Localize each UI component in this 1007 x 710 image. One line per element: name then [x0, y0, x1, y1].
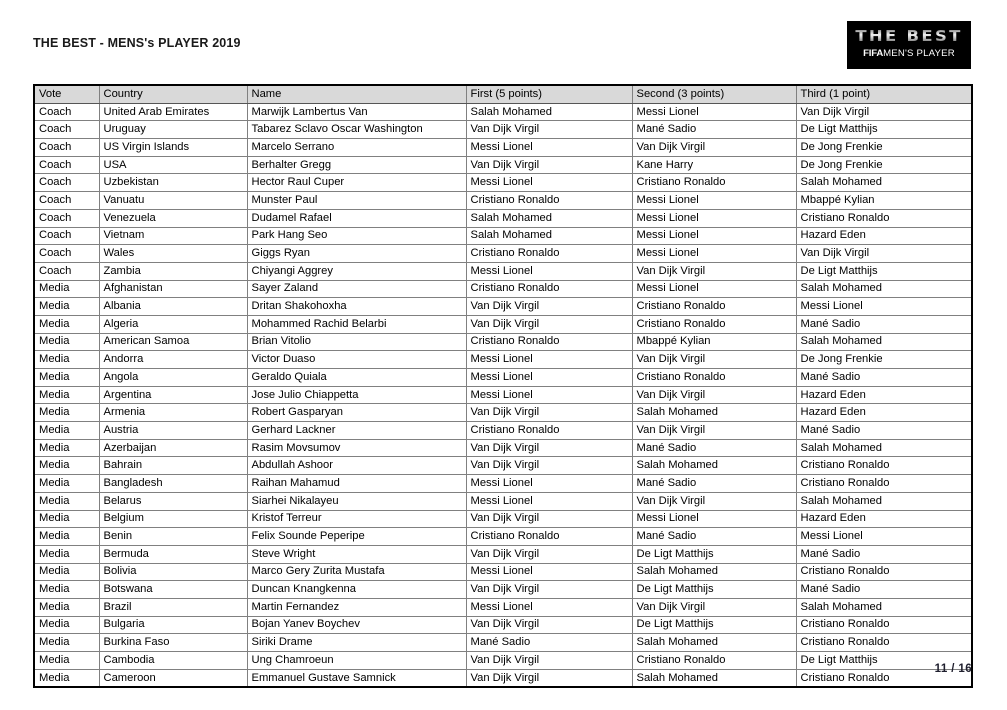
table-row	[34, 280, 972, 298]
cell-name: Emmanuel Gustave Samnick	[247, 669, 466, 687]
cell-name: Rasim Movsumov	[247, 439, 466, 457]
table-row	[34, 457, 972, 475]
column-header-name: Name	[247, 85, 466, 103]
cell-vote: Media	[34, 492, 99, 510]
cell-country: Bangladesh	[99, 475, 247, 493]
cell-third-choice: De Jong Frenkie	[796, 139, 972, 157]
table-row	[34, 581, 972, 599]
page-title: THE BEST - MENS's PLAYER 2019	[33, 36, 241, 50]
cell-third-choice: De Jong Frenkie	[796, 156, 972, 174]
cell-second-choice: De Ligt Matthijs	[632, 545, 796, 563]
cell-name: Abdullah Ashoor	[247, 457, 466, 475]
cell-name: Siriki Drame	[247, 634, 466, 652]
cell-third-choice: Cristiano Ronaldo	[796, 475, 972, 493]
cell-third-choice: Cristiano Ronaldo	[796, 669, 972, 687]
table-row	[34, 528, 972, 546]
cell-first-choice: Van Dijk Virgil	[466, 156, 632, 174]
cell-name: Jose Julio Chiappetta	[247, 386, 466, 404]
cell-second-choice: Van Dijk Virgil	[632, 139, 796, 157]
cell-first-choice: Messi Lionel	[466, 492, 632, 510]
cell-country: Bahrain	[99, 457, 247, 475]
cell-second-choice: Mané Sadio	[632, 528, 796, 546]
cell-vote: Media	[34, 457, 99, 475]
logo-mens-player-text: MEN'S PLAYER	[883, 48, 955, 59]
table-row	[34, 192, 972, 210]
cell-first-choice: Van Dijk Virgil	[466, 121, 632, 139]
cell-first-choice: Salah Mohamed	[466, 103, 632, 121]
cell-name: Robert Gasparyan	[247, 404, 466, 422]
cell-name: Martin Fernandez	[247, 598, 466, 616]
cell-second-choice: Van Dijk Virgil	[632, 422, 796, 440]
logo-subtitle	[847, 48, 971, 60]
cell-first-choice: Van Dijk Virgil	[466, 581, 632, 599]
cell-second-choice: Van Dijk Virgil	[632, 598, 796, 616]
cell-vote: Media	[34, 315, 99, 333]
cell-name: Berhalter Gregg	[247, 156, 466, 174]
cell-first-choice: Salah Mohamed	[466, 209, 632, 227]
cell-vote: Media	[34, 616, 99, 634]
cell-name: Sayer Zaland	[247, 280, 466, 298]
table-row	[34, 545, 972, 563]
table-row	[34, 386, 972, 404]
cell-third-choice: Mané Sadio	[796, 422, 972, 440]
table-row	[34, 298, 972, 316]
page-number: 11 / 16	[934, 663, 972, 675]
table-header-row	[34, 85, 972, 103]
cell-first-choice: Van Dijk Virgil	[466, 315, 632, 333]
cell-country: US Virgin Islands	[99, 139, 247, 157]
table-row	[34, 439, 972, 457]
table-row	[34, 245, 972, 263]
table-row	[34, 227, 972, 245]
cell-second-choice: Cristiano Ronaldo	[632, 174, 796, 192]
table-row	[34, 563, 972, 581]
cell-vote: Media	[34, 439, 99, 457]
cell-vote: Coach	[34, 262, 99, 280]
cell-vote: Media	[34, 528, 99, 546]
cell-name: Chiyangi Aggrey	[247, 262, 466, 280]
cell-third-choice: Messi Lionel	[796, 528, 972, 546]
cell-third-choice: Salah Mohamed	[796, 174, 972, 192]
cell-vote: Media	[34, 652, 99, 670]
cell-vote: Media	[34, 422, 99, 440]
cell-third-choice: Hazard Eden	[796, 227, 972, 245]
cell-name: Marcelo Serrano	[247, 139, 466, 157]
cell-first-choice: Van Dijk Virgil	[466, 669, 632, 687]
cell-third-choice: Salah Mohamed	[796, 492, 972, 510]
cell-second-choice: Van Dijk Virgil	[632, 351, 796, 369]
table-row	[34, 422, 972, 440]
column-header-vote: Vote	[34, 85, 99, 103]
cell-second-choice: Messi Lionel	[632, 192, 796, 210]
cell-first-choice: Messi Lionel	[466, 598, 632, 616]
cell-vote: Coach	[34, 156, 99, 174]
cell-third-choice: Van Dijk Virgil	[796, 245, 972, 263]
cell-third-choice: Mbappé Kylian	[796, 192, 972, 210]
cell-name: Duncan Knangkenna	[247, 581, 466, 599]
cell-vote: Media	[34, 369, 99, 387]
cell-vote: Media	[34, 581, 99, 599]
cell-first-choice: Cristiano Ronaldo	[466, 192, 632, 210]
cell-country: Venezuela	[99, 209, 247, 227]
cell-name: Brian Vitolio	[247, 333, 466, 351]
vote-table	[33, 84, 973, 688]
table-row	[34, 156, 972, 174]
cell-name: Dritan Shakohoxha	[247, 298, 466, 316]
cell-country: Albania	[99, 298, 247, 316]
cell-vote: Coach	[34, 192, 99, 210]
cell-vote: Media	[34, 510, 99, 528]
cell-first-choice: Messi Lionel	[466, 174, 632, 192]
cell-third-choice: De Ligt Matthijs	[796, 262, 972, 280]
cell-vote: Coach	[34, 139, 99, 157]
cell-name: Marco Gery Zurita Mustafa	[247, 563, 466, 581]
cell-third-choice: Cristiano Ronaldo	[796, 616, 972, 634]
cell-second-choice: Salah Mohamed	[632, 634, 796, 652]
cell-first-choice: Van Dijk Virgil	[466, 616, 632, 634]
table-row	[34, 404, 972, 422]
cell-second-choice: Cristiano Ronaldo	[632, 652, 796, 670]
cell-name: Munster Paul	[247, 192, 466, 210]
cell-vote: Media	[34, 545, 99, 563]
cell-name: Felix Sounde Peperipe	[247, 528, 466, 546]
cell-vote: Coach	[34, 121, 99, 139]
table-row	[34, 598, 972, 616]
cell-first-choice: Cristiano Ronaldo	[466, 528, 632, 546]
cell-country: Bolivia	[99, 563, 247, 581]
cell-second-choice: Messi Lionel	[632, 103, 796, 121]
cell-first-choice: Van Dijk Virgil	[466, 545, 632, 563]
cell-third-choice: Cristiano Ronaldo	[796, 457, 972, 475]
cell-first-choice: Van Dijk Virgil	[466, 404, 632, 422]
cell-name: Park Hang Seo	[247, 227, 466, 245]
cell-name: Victor Duaso	[247, 351, 466, 369]
page-header	[0, 0, 1007, 84]
cell-country: Vanuatu	[99, 192, 247, 210]
cell-second-choice: Cristiano Ronaldo	[632, 369, 796, 387]
cell-vote: Media	[34, 563, 99, 581]
cell-vote: Media	[34, 634, 99, 652]
cell-country: Cambodia	[99, 652, 247, 670]
table-row	[34, 103, 972, 121]
column-header-second: Second (3 points)	[632, 85, 796, 103]
cell-vote: Media	[34, 351, 99, 369]
cell-first-choice: Messi Lionel	[466, 369, 632, 387]
cell-country: Andorra	[99, 351, 247, 369]
cell-country: Wales	[99, 245, 247, 263]
cell-third-choice: Cristiano Ronaldo	[796, 563, 972, 581]
cell-country: Brazil	[99, 598, 247, 616]
cell-first-choice: Messi Lionel	[466, 475, 632, 493]
cell-third-choice: Hazard Eden	[796, 386, 972, 404]
cell-second-choice: Salah Mohamed	[632, 404, 796, 422]
cell-third-choice: Mané Sadio	[796, 581, 972, 599]
cell-country: Botswana	[99, 581, 247, 599]
vote-table-container	[33, 84, 971, 688]
cell-vote: Media	[34, 386, 99, 404]
cell-vote: Coach	[34, 103, 99, 121]
cell-name: Tabarez Sclavo Oscar Washington	[247, 121, 466, 139]
cell-first-choice: Mané Sadio	[466, 634, 632, 652]
cell-name: Dudamel Rafael	[247, 209, 466, 227]
table-row	[34, 634, 972, 652]
table-row	[34, 333, 972, 351]
cell-second-choice: Cristiano Ronaldo	[632, 298, 796, 316]
cell-name: Steve Wright	[247, 545, 466, 563]
cell-first-choice: Van Dijk Virgil	[466, 652, 632, 670]
cell-third-choice: De Ligt Matthijs	[796, 121, 972, 139]
column-header-country: Country	[99, 85, 247, 103]
cell-name: Siarhei Nikalayeu	[247, 492, 466, 510]
cell-country: Algeria	[99, 315, 247, 333]
table-row	[34, 209, 972, 227]
cell-vote: Media	[34, 598, 99, 616]
cell-first-choice: Cristiano Ronaldo	[466, 280, 632, 298]
cell-country: Belgium	[99, 510, 247, 528]
cell-second-choice: Messi Lionel	[632, 245, 796, 263]
cell-first-choice: Cristiano Ronaldo	[466, 245, 632, 263]
cell-second-choice: Salah Mohamed	[632, 457, 796, 475]
cell-country: Belarus	[99, 492, 247, 510]
cell-third-choice: Hazard Eden	[796, 510, 972, 528]
cell-second-choice: Cristiano Ronaldo	[632, 315, 796, 333]
cell-country: Bermuda	[99, 545, 247, 563]
table-body	[34, 103, 972, 687]
logo-fifa-text: FIFA	[863, 48, 884, 59]
cell-first-choice: Cristiano Ronaldo	[466, 422, 632, 440]
table-row	[34, 174, 972, 192]
table-row	[34, 616, 972, 634]
cell-first-choice: Messi Lionel	[466, 386, 632, 404]
cell-second-choice: Messi Lionel	[632, 510, 796, 528]
cell-country: Uruguay	[99, 121, 247, 139]
cell-country: Uzbekistan	[99, 174, 247, 192]
cell-vote: Coach	[34, 209, 99, 227]
cell-second-choice: Mané Sadio	[632, 475, 796, 493]
cell-name: Geraldo Quiala	[247, 369, 466, 387]
table-header	[34, 85, 972, 103]
column-header-first: First (5 points)	[466, 85, 632, 103]
cell-second-choice: De Ligt Matthijs	[632, 581, 796, 599]
cell-country: Afghanistan	[99, 280, 247, 298]
table-row	[34, 139, 972, 157]
cell-vote: Coach	[34, 245, 99, 263]
cell-third-choice: Salah Mohamed	[796, 333, 972, 351]
cell-third-choice: Hazard Eden	[796, 404, 972, 422]
cell-second-choice: Van Dijk Virgil	[632, 492, 796, 510]
cell-second-choice: De Ligt Matthijs	[632, 616, 796, 634]
cell-name: Hector Raul Cuper	[247, 174, 466, 192]
cell-first-choice: Van Dijk Virgil	[466, 298, 632, 316]
cell-country: Austria	[99, 422, 247, 440]
cell-name: Bojan Yanev Boychev	[247, 616, 466, 634]
cell-third-choice: Salah Mohamed	[796, 439, 972, 457]
cell-second-choice: Messi Lionel	[632, 227, 796, 245]
cell-vote: Media	[34, 298, 99, 316]
cell-first-choice: Messi Lionel	[466, 563, 632, 581]
cell-third-choice: Mané Sadio	[796, 545, 972, 563]
table-row	[34, 510, 972, 528]
cell-country: Cameroon	[99, 669, 247, 687]
cell-third-choice: Salah Mohamed	[796, 598, 972, 616]
column-header-third: Third (1 point)	[796, 85, 972, 103]
cell-vote: Media	[34, 404, 99, 422]
table-row	[34, 351, 972, 369]
cell-first-choice: Messi Lionel	[466, 139, 632, 157]
table-row	[34, 262, 972, 280]
cell-first-choice: Van Dijk Virgil	[466, 457, 632, 475]
cell-country: USA	[99, 156, 247, 174]
cell-second-choice: Van Dijk Virgil	[632, 262, 796, 280]
table-row	[34, 475, 972, 493]
cell-vote: Media	[34, 669, 99, 687]
cell-second-choice: Van Dijk Virgil	[632, 386, 796, 404]
cell-third-choice: De Jong Frenkie	[796, 351, 972, 369]
cell-country: Argentina	[99, 386, 247, 404]
cell-second-choice: Messi Lionel	[632, 280, 796, 298]
cell-third-choice: Mané Sadio	[796, 315, 972, 333]
table-row	[34, 121, 972, 139]
cell-vote: Media	[34, 333, 99, 351]
table-row	[34, 315, 972, 333]
cell-name: Giggs Ryan	[247, 245, 466, 263]
cell-first-choice: Van Dijk Virgil	[466, 439, 632, 457]
cell-name: Gerhard Lackner	[247, 422, 466, 440]
cell-vote: Coach	[34, 174, 99, 192]
table-row	[34, 492, 972, 510]
cell-vote: Coach	[34, 227, 99, 245]
cell-name: Kristof Terreur	[247, 510, 466, 528]
cell-second-choice: Mané Sadio	[632, 439, 796, 457]
cell-first-choice: Messi Lionel	[466, 351, 632, 369]
fifa-the-best-logo	[847, 21, 971, 69]
cell-name: Raihan Mahamud	[247, 475, 466, 493]
cell-third-choice: Cristiano Ronaldo	[796, 634, 972, 652]
cell-first-choice: Cristiano Ronaldo	[466, 333, 632, 351]
cell-vote: Media	[34, 280, 99, 298]
cell-country: Burkina Faso	[99, 634, 247, 652]
cell-country: Azerbaijan	[99, 439, 247, 457]
cell-country: Benin	[99, 528, 247, 546]
cell-third-choice: De Ligt Matthijs	[796, 652, 972, 670]
cell-name: Marwijk Lambertus Van	[247, 103, 466, 121]
cell-country: United Arab Emirates	[99, 103, 247, 121]
cell-first-choice: Salah Mohamed	[466, 227, 632, 245]
cell-name: Mohammed Rachid Belarbi	[247, 315, 466, 333]
logo-wordmark: THE BEST	[847, 28, 971, 44]
cell-country: American Samoa	[99, 333, 247, 351]
table-row	[34, 369, 972, 387]
cell-third-choice: Van Dijk Virgil	[796, 103, 972, 121]
cell-second-choice: Salah Mohamed	[632, 669, 796, 687]
cell-first-choice: Van Dijk Virgil	[466, 510, 632, 528]
cell-country: Zambia	[99, 262, 247, 280]
cell-second-choice: Messi Lionel	[632, 209, 796, 227]
cell-vote: Media	[34, 475, 99, 493]
cell-country: Vietnam	[99, 227, 247, 245]
cell-third-choice: Messi Lionel	[796, 298, 972, 316]
cell-country: Armenia	[99, 404, 247, 422]
cell-country: Bulgaria	[99, 616, 247, 634]
cell-third-choice: Cristiano Ronaldo	[796, 209, 972, 227]
cell-third-choice: Salah Mohamed	[796, 280, 972, 298]
cell-country: Angola	[99, 369, 247, 387]
cell-second-choice: Mbappé Kylian	[632, 333, 796, 351]
page-footer	[0, 663, 1007, 703]
cell-name: Ung Chamroeun	[247, 652, 466, 670]
cell-third-choice: Mané Sadio	[796, 369, 972, 387]
cell-second-choice: Mané Sadio	[632, 121, 796, 139]
cell-first-choice: Messi Lionel	[466, 262, 632, 280]
cell-second-choice: Kane Harry	[632, 156, 796, 174]
cell-second-choice: Salah Mohamed	[632, 563, 796, 581]
